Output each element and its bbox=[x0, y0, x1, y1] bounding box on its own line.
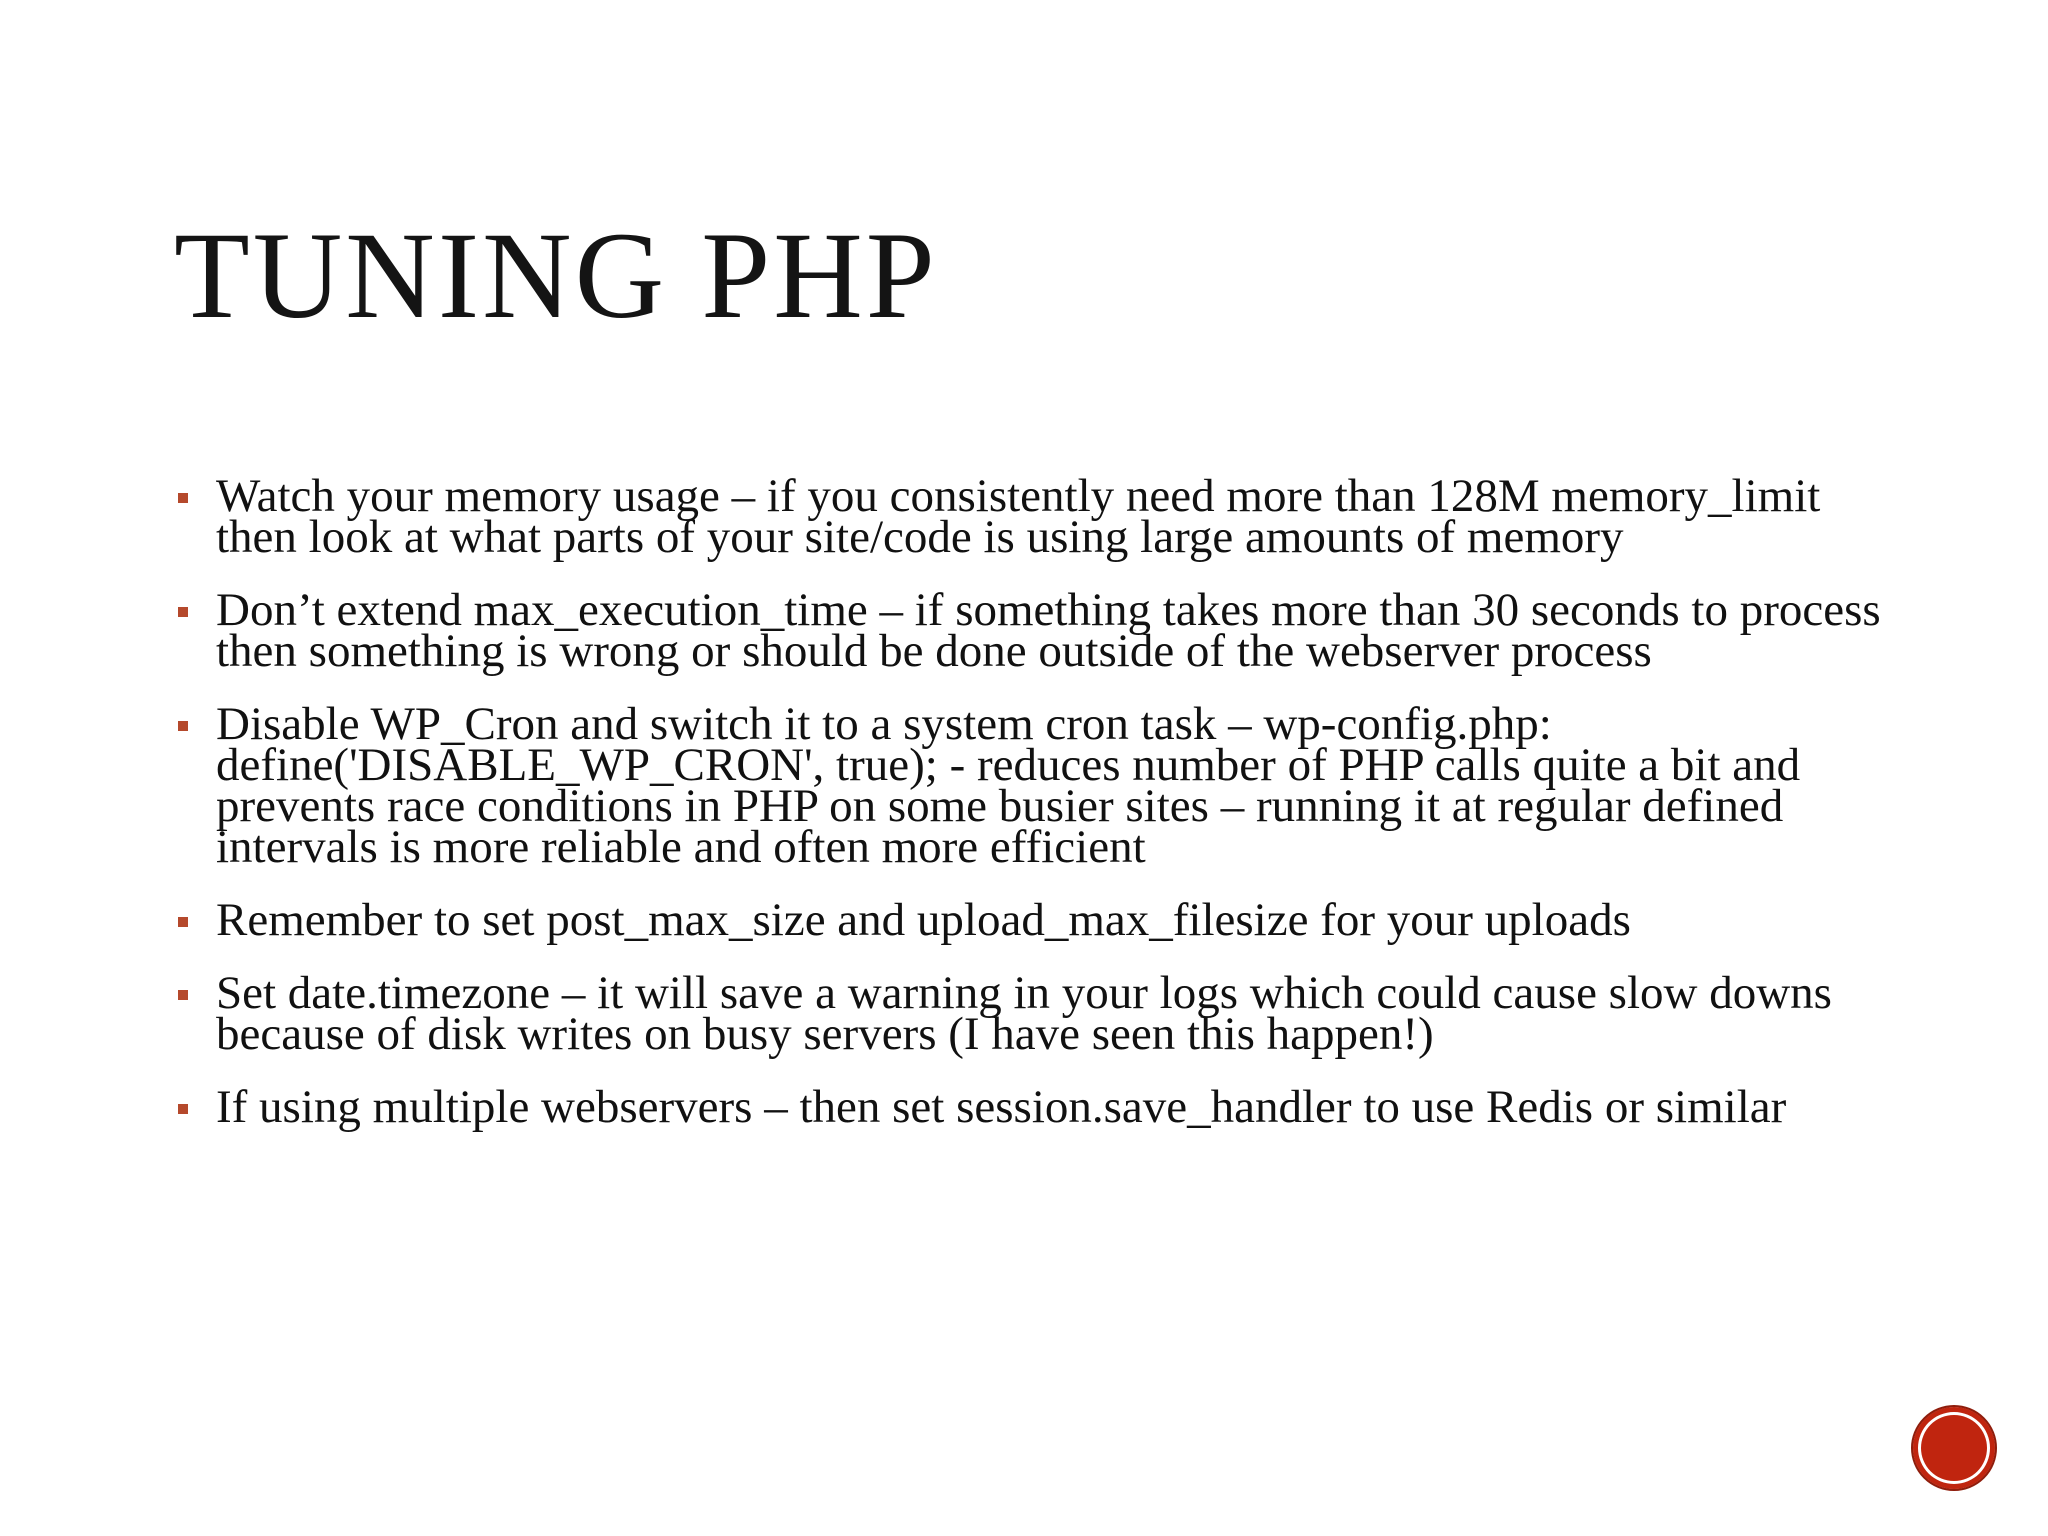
bullet-item bbox=[174, 894, 1894, 946]
square-bullet-icon bbox=[178, 990, 188, 1000]
bullet-text: Set date.timezone – it will save a warning in your logs which could cause slow downs because of disk writes on busy servers (I have seen this happen!) bbox=[216, 967, 1832, 1060]
square-bullet-icon bbox=[178, 493, 188, 503]
square-bullet-icon bbox=[178, 721, 188, 731]
bullet-item bbox=[174, 470, 1894, 563]
bullet-text: Disable WP_Cron and switch it to a system cron task – wp-config.php: define('DISABLE_WP_CRON', true); - reduces number of PHP calls quite a bit and prevents race conditions in PHP on some busier sites – running it at regular defined intervals is more reliable and often more efficient bbox=[216, 698, 1801, 873]
square-bullet-icon bbox=[178, 917, 188, 927]
bullet-item bbox=[174, 698, 1894, 873]
next-slide-button[interactable] bbox=[1911, 1405, 1997, 1491]
slide-title: TUNING PHP bbox=[174, 207, 938, 344]
bullet-item bbox=[174, 584, 1894, 677]
square-bullet-icon bbox=[178, 1104, 188, 1114]
bullet-text: Watch your memory usage – if you consistently need more than 128M memory_limit then look at what parts of your site/code is using large amounts of memory bbox=[216, 470, 1821, 563]
bullet-text: Remember to set post_max_size and upload_max_filesize for your uploads bbox=[216, 894, 1631, 946]
bullet-item bbox=[174, 1081, 1894, 1133]
bullet-item bbox=[174, 967, 1894, 1060]
bullet-text: If using multiple webservers – then set session.save_handler to use Redis or similar bbox=[216, 1081, 1787, 1133]
bullet-text: Don’t extend max_execution_time – if something takes more than 30 seconds to process then something is wrong or should be done outside of the webserver process bbox=[216, 584, 1881, 677]
square-bullet-icon bbox=[178, 607, 188, 617]
bullet-list bbox=[174, 470, 1894, 1160]
